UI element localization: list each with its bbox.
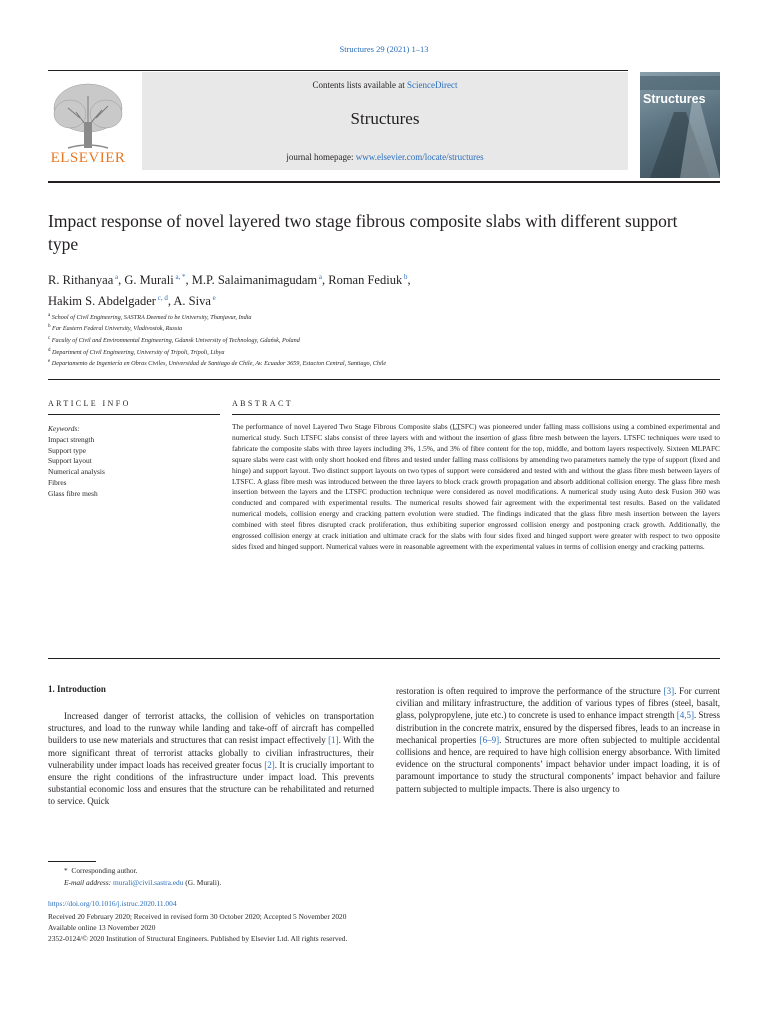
affiliation-mark: b — [48, 324, 51, 329]
citation-link[interactable]: [1] — [328, 735, 339, 746]
citation-link[interactable]: [6–9] — [479, 734, 500, 745]
intro-right-column — [396, 685, 720, 795]
sciencedirect-link[interactable]: ScienceDirect — [407, 80, 458, 90]
affiliation-mark: c — [48, 336, 51, 341]
abstract-heading: ABSTRACT — [232, 399, 293, 408]
abstract-text: The performance of novel Layered Two Stage Fibrous Composite slabs (L̲T̲SFC) was pioneered under falling mass collisions using a combined experimental and numerical study. Such LTSFC slabs consist of three layers with and without the insertion of glass fibre mesh between the layers. LTSFC techniques were used to fabricate the composite slabs with three layers including 3%, 1.5%, and 3% of fibre content for the top, middle, and bottom layers respectively. Sixteen MLPAFC square slabs were cast with only short hooked end fibres and tested under falling mass collisions by amending two parameters namely the type of support (fixed and hinge) and support layout. Two distinct support layouts on two types of support were considered and tested with and without the glass fibre mesh between layers of LTSFC. A glass fibre mesh was introduced between the three layers to block crack growth propagation and absorb additional collision energy. The glass fibre mesh insertion between the layers and the LTSFC production technique were considered as novel modifications. A numerical study using Auto desk Fusion 360 was conducted and compared with experimental results. The numerical results showed fair agreement with the experimental test results. Based on the validated numerical models, collision energy and cracking pattern evolution were studied. The findings indicated that the glass fibre mesh insertion between the layers combined with steel fibres disrupted crack proliferation, thus exhibiting superior engrossed collision energy and postponing crack growth. Additionally, the engrossed collision energy at crack initiation and ultimate crack for the slabs with four sides fixed and hinged support were greater with respect to two opposite sides fixed and hinged support. Numerical values were in reasonable agreement with the experimental values in terms of collision energy and cracking patterns. — [232, 422, 720, 551]
author-name[interactable]: G. Murali — [124, 273, 174, 288]
author-affiliation-mark[interactable]: a — [317, 273, 322, 281]
elsevier-wordmark: ELSEVIER — [50, 150, 126, 166]
keyword-item: Glass fibre mesh — [48, 488, 98, 498]
article-info-rule — [48, 414, 220, 415]
body-text: . Stress distribution in the concrete matrix, ensured by the dispersed fibres, leads to an increase in mechanical properties — [396, 710, 720, 745]
body-text: restoration is often required to improve the performance of the structure — [396, 686, 664, 696]
author-separator: , — [167, 294, 174, 309]
citation-link[interactable]: [3] — [663, 686, 675, 696]
doi-link[interactable]: https://doi.org/10.1016/j.istruc.2020.11.004 — [48, 899, 177, 908]
author-affiliation-mark[interactable]: b — [402, 273, 408, 281]
author-affiliation-mark[interactable]: e — [210, 294, 216, 303]
contents-available — [142, 80, 628, 90]
footnote-mark: * — [64, 866, 68, 875]
contents-prefix: Contents lists available at — [312, 80, 407, 90]
author-affiliation-mark[interactable]: a, * — [173, 273, 186, 281]
email-note — [64, 878, 221, 888]
abstract-end-rule — [48, 658, 720, 659]
author-name[interactable]: Roman Fediuk — [328, 273, 403, 288]
journal-title: Structures — [350, 109, 420, 128]
corresponding-author-note — [64, 866, 138, 876]
affiliation-item — [48, 358, 720, 368]
journal-homepage — [142, 152, 628, 162]
keywords-label: Keywords: — [48, 424, 80, 433]
article-title: Impact response of novel layered two stage fibrous composite slabs with different support type — [48, 211, 678, 254]
author-list — [48, 268, 688, 310]
available-online: Available online 13 November 2020 — [48, 923, 156, 932]
author-name[interactable]: R. Rithanyaa — [48, 273, 114, 288]
keyword-item: Support type — [48, 445, 86, 455]
intro-left-column — [48, 710, 374, 808]
affiliation-item — [48, 335, 720, 345]
affiliation-text: Departamento de Ingeniería en Obras Civiles, Universidad de Santiago de Chile, Av. Ecuador 3659, Estacion Central, Santiago, Chile — [50, 360, 387, 368]
author-name[interactable]: Hakim S. Abdelgader — [48, 294, 156, 309]
author-name[interactable]: M.P. Salaimanimagudam — [191, 273, 318, 288]
footnote-rule — [48, 861, 96, 862]
body-text: . It is crucially important to ensure the right conditions of the infrastructure under impact load. This prevents substantial economic loss and ensures that the structure can be rehabilitated and returned to service. Quick — [48, 759, 374, 807]
cover-title: Structures — [643, 92, 706, 106]
citation-link[interactable]: [4,5] — [676, 710, 694, 721]
citation-link[interactable]: [2] — [264, 759, 275, 770]
affiliation-item — [48, 347, 720, 357]
journal-cover-image — [640, 72, 720, 178]
affiliation-text: Faculty of Civil and Environmental Engineering, Gdansk University of Technology, Gdańsk, Poland — [50, 337, 300, 345]
keyword-list — [48, 435, 220, 500]
email-label: E-mail address: — [64, 878, 112, 887]
body-text: Increased danger of terrorist attacks, the collision of vehicles on transportation structures, and load to the runway while landing and take-off of aircraft has compelled builders to use new materials and structures that can resist impact effectively — [48, 711, 374, 746]
introduction-heading: 1. Introduction — [48, 684, 106, 694]
article-info-heading: ARTICLE INFO — [48, 399, 131, 408]
author-affiliation-mark[interactable]: a — [113, 273, 119, 281]
body-text: . With the more significant threat of terrorist attacks globally to civilian infrastructures, their vulnerability under impact loads has received greater focus — [48, 735, 374, 770]
journal-reference[interactable]: Structures 29 (2021) 1–13 — [339, 44, 429, 54]
body-text: . Structures are more often subjected to multiple accidental collisions and hence, are required to have high collision energy absorbance. With limited evidence on the structural components’ impact behavior under impact loading, it is of paramount importance to study the structural components’ impact behavior and failure pattern subjected to multiple impacts. There is also urgency to — [396, 734, 720, 794]
keyword-item: Fibres — [48, 477, 67, 487]
author-affiliation-mark[interactable]: c, d — [155, 294, 168, 303]
received-dates: Received 20 February 2020; Received in revised form 30 October 2020; Accepted 5 November 2020 — [48, 912, 347, 921]
masthead-bottom-rule — [48, 181, 720, 183]
author-separator: , — [118, 273, 125, 288]
affiliation-mark: e — [48, 359, 51, 364]
author-separator: , — [185, 273, 192, 288]
author-name[interactable]: A. Siva — [173, 294, 211, 309]
affiliation-item — [48, 312, 720, 322]
keyword-item: Impact strength — [48, 434, 95, 444]
body-text: . For current civilian and military infrastructure, the addition of various types of fibres (steel, basalt, glass, polypropylene, jute etc.) to concrete is used to enhance impact strength — [396, 686, 720, 721]
affiliation-rule — [48, 379, 720, 380]
keyword-item: Numerical analysis — [48, 467, 105, 477]
copyright-notice: 2352-0124/© 2020 Institution of Structural Engineers. Published by Elsevier Ltd. All rights reserved. — [48, 934, 348, 943]
keyword-item: Support layout — [48, 456, 92, 466]
abstract-rule — [232, 414, 720, 415]
cover-building-graphic — [640, 72, 720, 178]
email-link[interactable]: murali@civil.sastra.edu — [113, 878, 184, 887]
author-separator: , — [322, 273, 329, 288]
masthead-top-rule — [48, 70, 628, 71]
author-separator: , — [407, 273, 411, 288]
email-suffix: (G. Murali). — [183, 878, 222, 887]
homepage-prefix: journal homepage: — [286, 152, 356, 162]
affiliation-text: School of Civil Engineering, SASTRA Deemed to be University, Thanjavur, India — [50, 314, 252, 322]
homepage-link[interactable]: www.elsevier.com/locate/structures — [355, 152, 484, 162]
affiliation-mark: d — [48, 348, 51, 353]
affiliation-mark: a — [48, 313, 51, 318]
affiliation-text: Far Eastern Federal University, Vladivostok, Russia — [50, 325, 183, 333]
keywords-block — [48, 424, 220, 500]
corresponding-label: Corresponding author. — [71, 866, 138, 875]
affiliation-text: Department of Civil Engineering, University of Tripoli, Tripoli, Libya — [50, 349, 225, 357]
affiliation-item — [48, 323, 720, 333]
